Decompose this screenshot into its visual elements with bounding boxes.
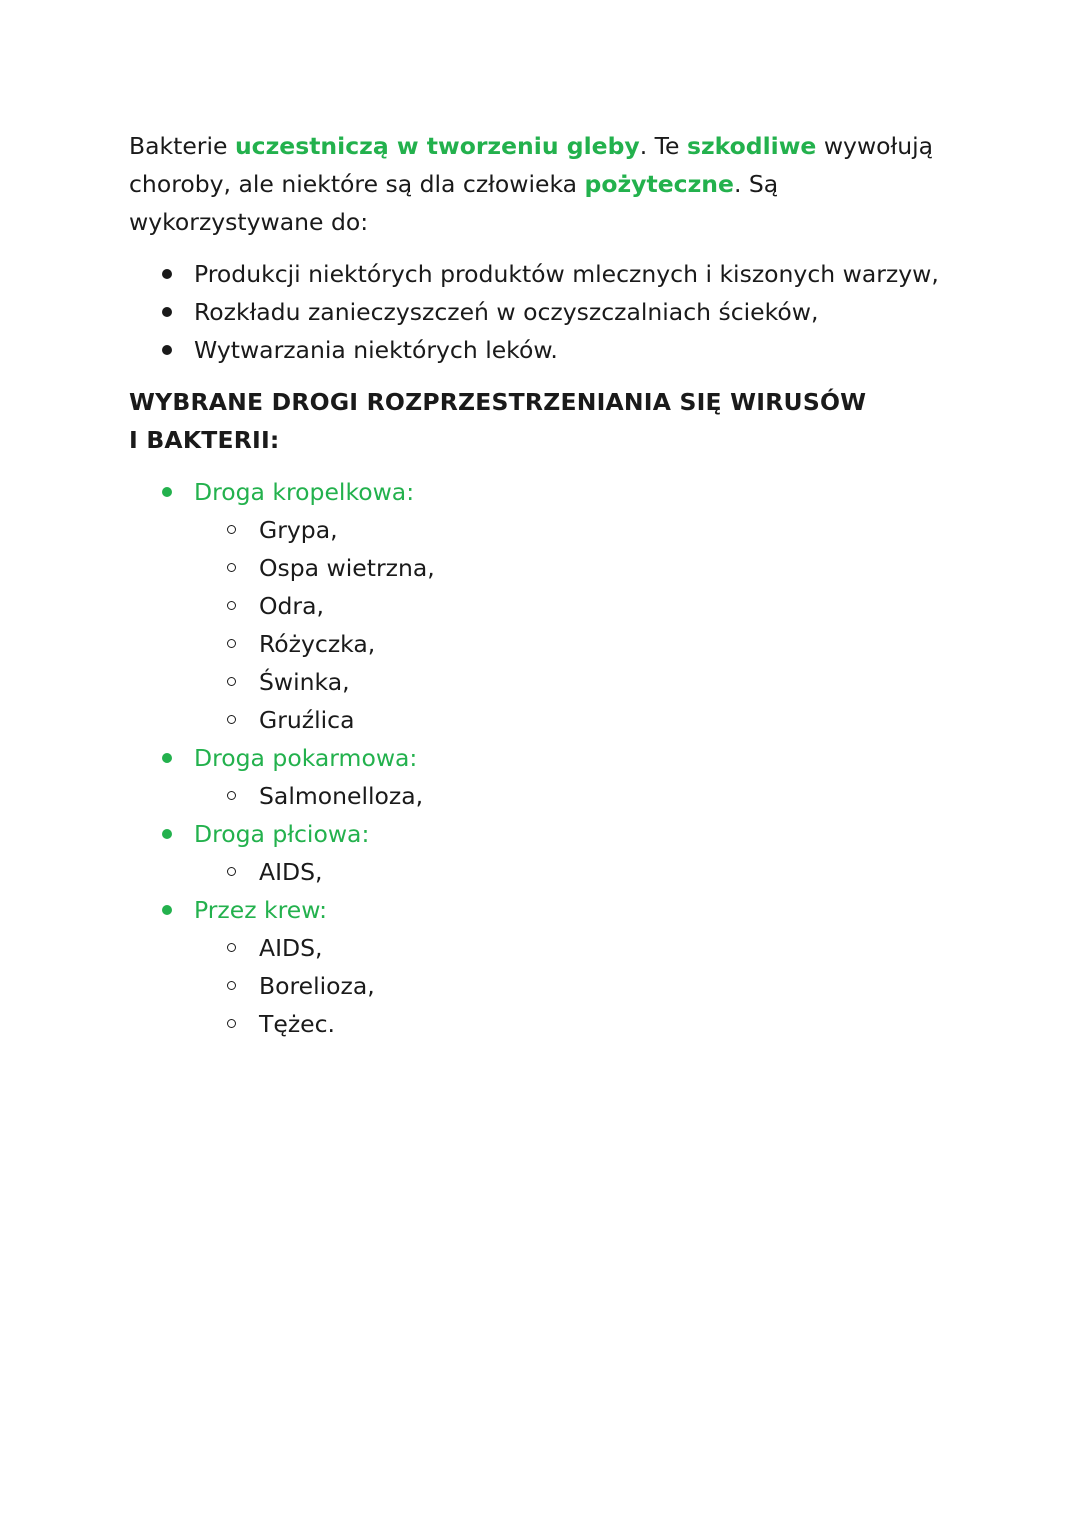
bullet-icon	[162, 829, 172, 839]
circle-bullet-icon	[227, 943, 236, 952]
intro-highlight-soil: uczestniczą w tworzeniu gleby	[234, 132, 640, 160]
uses-list	[129, 255, 959, 369]
circle-bullet-icon	[227, 1019, 236, 1028]
disease-list	[129, 853, 959, 891]
route-title: Droga kropelkowa:	[194, 478, 415, 506]
document-page	[129, 127, 959, 1043]
circle-bullet-icon	[227, 677, 236, 686]
list-item: Świnka,	[129, 663, 959, 701]
circle-bullet-icon	[227, 525, 236, 534]
intro-text-3: wywołują choroby, ale niektóre są dla człowieka	[129, 132, 934, 198]
route-title: Droga płciowa:	[194, 820, 370, 848]
bullet-icon	[162, 905, 172, 915]
list-item: Różyczka,	[129, 625, 959, 663]
bullet-icon	[162, 307, 172, 317]
circle-bullet-icon	[227, 601, 236, 610]
list-item: Borelioza,	[129, 967, 959, 1005]
intro-highlight-harmful: szkodliwe	[686, 132, 817, 160]
intro-text-2: . Te	[639, 132, 687, 160]
route-title: Droga pokarmowa:	[194, 744, 418, 772]
list-item: Tężec.	[129, 1005, 959, 1043]
circle-bullet-icon	[227, 715, 236, 724]
circle-bullet-icon	[227, 563, 236, 572]
disease-list	[129, 929, 959, 1043]
heading-line-1: WYBRANE DROGI ROZPRZESTRZENIANIA SIĘ WIRUSÓW	[129, 388, 867, 416]
intro-text-1: Bakterie	[129, 132, 235, 160]
list-item: Wytwarzania niektórych leków.	[129, 331, 959, 369]
circle-bullet-icon	[227, 639, 236, 648]
list-item: AIDS,	[129, 853, 959, 891]
disease-list	[129, 511, 959, 739]
circle-bullet-icon	[227, 791, 236, 800]
route-sexual	[129, 815, 959, 891]
bullet-icon	[162, 269, 172, 279]
list-item: Ospa wietrzna,	[129, 549, 959, 587]
section-heading	[129, 383, 959, 459]
list-item: Salmonelloza,	[129, 777, 959, 815]
list-item: Odra,	[129, 587, 959, 625]
list-item: Produkcji niektórych produktów mlecznych i kiszonych warzyw,	[129, 255, 959, 293]
intro-paragraph	[129, 127, 959, 241]
list-item: Grypa,	[129, 511, 959, 549]
intro-highlight-useful: pożyteczne	[584, 170, 734, 198]
route-droplet	[129, 473, 959, 739]
bullet-icon	[162, 753, 172, 763]
list-item: AIDS,	[129, 929, 959, 967]
heading-line-2: I BAKTERII:	[129, 426, 280, 454]
list-item: Rozkładu zanieczyszczeń w oczyszczalniach ścieków,	[129, 293, 959, 331]
route-title: Przez krew:	[194, 896, 328, 924]
route-food	[129, 739, 959, 815]
circle-bullet-icon	[227, 867, 236, 876]
bullet-icon	[162, 345, 172, 355]
disease-list	[129, 777, 959, 815]
intro-text-4: . Są wykorzystywane do:	[129, 170, 779, 236]
circle-bullet-icon	[227, 981, 236, 990]
route-blood	[129, 891, 959, 1043]
bullet-icon	[162, 487, 172, 497]
list-item: Gruźlica	[129, 701, 959, 739]
routes-list	[129, 473, 959, 1043]
